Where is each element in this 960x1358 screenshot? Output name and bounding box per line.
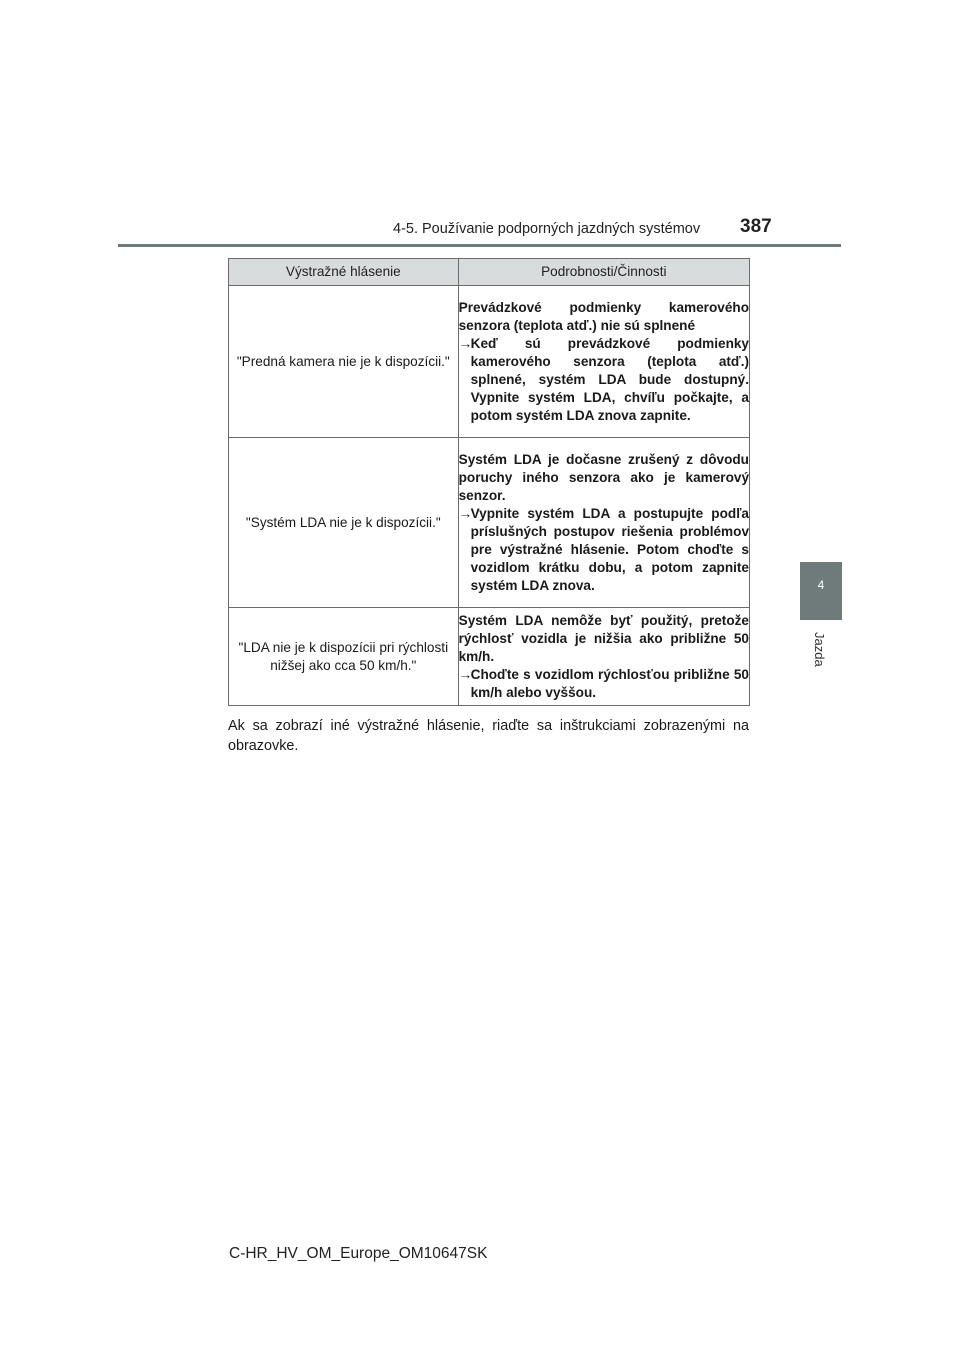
action-step	[459, 666, 749, 702]
action-step	[459, 335, 749, 425]
warning-detail-cell	[458, 608, 749, 706]
warning-detail-cell	[458, 438, 749, 608]
section-title: 4-5. Používanie podporných jazdných systémov	[393, 221, 701, 237]
chapter-label: Jazda	[812, 632, 827, 667]
page-number: 387	[740, 216, 772, 237]
warning-detail: Systém LDA je dočasne zrušený z dôvodu poruchy iného senzora ako je kamerový senzor.	[458, 451, 749, 503]
warning-detail-cell	[458, 286, 749, 438]
table-row	[229, 438, 750, 608]
warning-message: "LDA nie je k dispozícii pri rýchlosti nižšej ako cca 50 km/h."	[229, 608, 459, 706]
action-text: Choďte s vozidlom rýchlosťou približne 50 km/h alebo vyššou.	[470, 666, 749, 700]
warning-message: "Systém LDA nie je k dispozícii."	[229, 438, 459, 608]
table-row	[229, 286, 750, 438]
chapter-tab[interactable]	[800, 562, 842, 620]
footer-document-id: C-HR_HV_OM_Europe_OM10647SK	[229, 1245, 488, 1262]
table-header-row	[229, 259, 750, 286]
arrow-right-icon: →	[458, 666, 473, 682]
action-text: Vypnite systém LDA a postupujte podľa príslušných postupov riešenia problémov pre výstražné hlásenie. Potom choďte s vozidlom krátku dobu, a potom zapnite systém LDA znova.	[470, 505, 749, 593]
warning-detail: Systém LDA nemôže byť použitý, pretože rýchlosť vozidla je nižšia ako približne 50 km/h.	[458, 612, 749, 664]
header-rule	[118, 244, 841, 247]
column-header-details: Podrobnosti/Činnosti	[458, 259, 749, 286]
column-header-message: Výstražné hlásenie	[229, 259, 459, 286]
action-text: Keď sú prevádzkové podmienky kamerového senzora (teplota atď.) splnené, systém LDA bude dostupný. Vypnite systém LDA, chvíľu počkajte, a potom systém LDA znova zapnite.	[470, 335, 749, 423]
chapter-number: 4	[817, 578, 825, 592]
arrow-right-icon: →	[458, 505, 473, 521]
warning-detail: Prevádzkové podmienky kamerového senzora (teplota atď.) nie sú splnené	[458, 299, 749, 333]
arrow-right-icon: →	[458, 335, 473, 351]
warning-message: "Predná kamera nie je k dispozícii."	[229, 286, 459, 438]
table-row	[229, 608, 750, 706]
warning-message-table	[228, 258, 750, 706]
note-paragraph: Ak sa zobrazí iné výstražné hlásenie, riaďte sa inštrukciami zobrazenými na obrazovke.	[228, 718, 749, 754]
action-step	[459, 505, 749, 595]
